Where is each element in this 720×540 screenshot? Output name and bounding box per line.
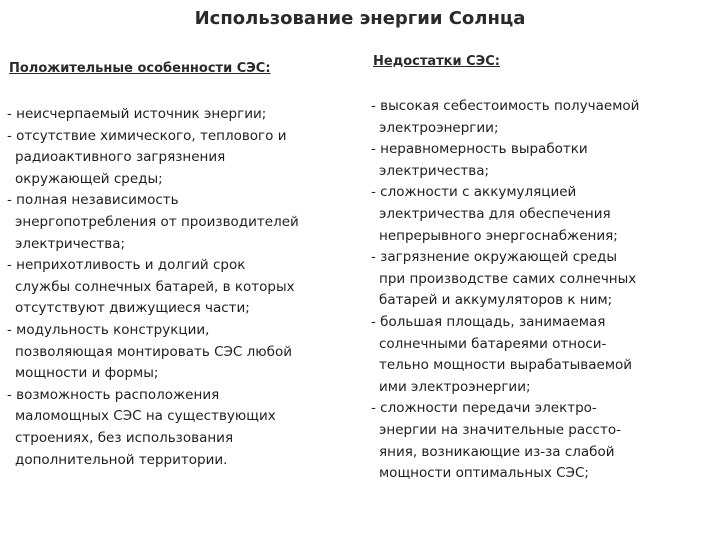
advantages-line: службы солнечных батарей, в которых [15,278,295,295]
advantages-line: - неисчерпаемый источник энергии; [7,106,267,122]
disadvantages-list [371,96,716,485]
advantages-line: - модульность конструкции, [7,321,210,338]
disadvantages-line: ими электроэнергии; [379,378,531,395]
disadvantages-line: электричества; [379,162,490,179]
disadvantages-line: энергии на значительные рассто- [379,421,621,438]
disadvantages-line: - большая площадь, занимаемая [371,313,606,330]
disadvantages-line: - загрязнение окружающей среды [371,249,618,266]
disadvantages-line: мощности оптимальных СЭС; [379,465,589,482]
disadvantages-line: - сложности с аккумуляцией [371,184,577,201]
advantages-line: отсутствуют движущиеся части; [15,300,250,317]
disadvantages-line: непрерывного энергоснабжения; [379,227,618,244]
page-title: Использование энергии Солнца [194,8,526,29]
advantages-line: позволяющая монтировать СЭС любой [15,343,292,360]
disadvantages-line: - высокая себестоимость получаемой [371,98,640,114]
advantages-line: - возможность расположения [7,386,220,403]
advantages-line: дополнительной территории. [15,451,228,468]
advantages-line: окружающей среды; [15,170,163,187]
advantages-line: электричества; [15,235,126,252]
disadvantages-line: электроэнергии; [379,119,499,136]
disadvantages-line: - неравномерность выработки [371,141,588,158]
advantages-line: мощности и формы; [15,365,159,382]
advantages-line: радиоактивного загрязнения [15,149,226,166]
advantages-line: энергопотребления от производителей [15,213,299,230]
disadvantages-line: тельно мощности вырабатываемой [379,357,633,374]
disadvantages-line: - сложности передачи электро- [371,400,597,417]
advantages-line: - неприхотливость и долгий срок [7,257,246,274]
disadvantages-line: при производстве самих солнечных [379,270,637,287]
disadvantages-line: солнечными батареями относи- [379,335,607,352]
disadvantages-heading: Недостатки СЭС: [373,54,500,69]
advantages-heading: Положительные особенности СЭС: [9,61,271,76]
advantages-list [7,104,357,471]
disadvantages-line: батарей и аккумуляторов к ним; [379,292,613,309]
advantages-line: маломощных СЭС на существующих [15,408,276,425]
advantages-line: - отсутствие химического, теплового и [7,127,287,144]
advantages-line: строениях, без использования [15,429,234,446]
disadvantages-line: электричества для обеспечения [379,205,611,222]
advantages-line: - полная независимость [7,192,179,209]
disadvantages-line: яния, возникающие из-за слабой [379,443,615,460]
